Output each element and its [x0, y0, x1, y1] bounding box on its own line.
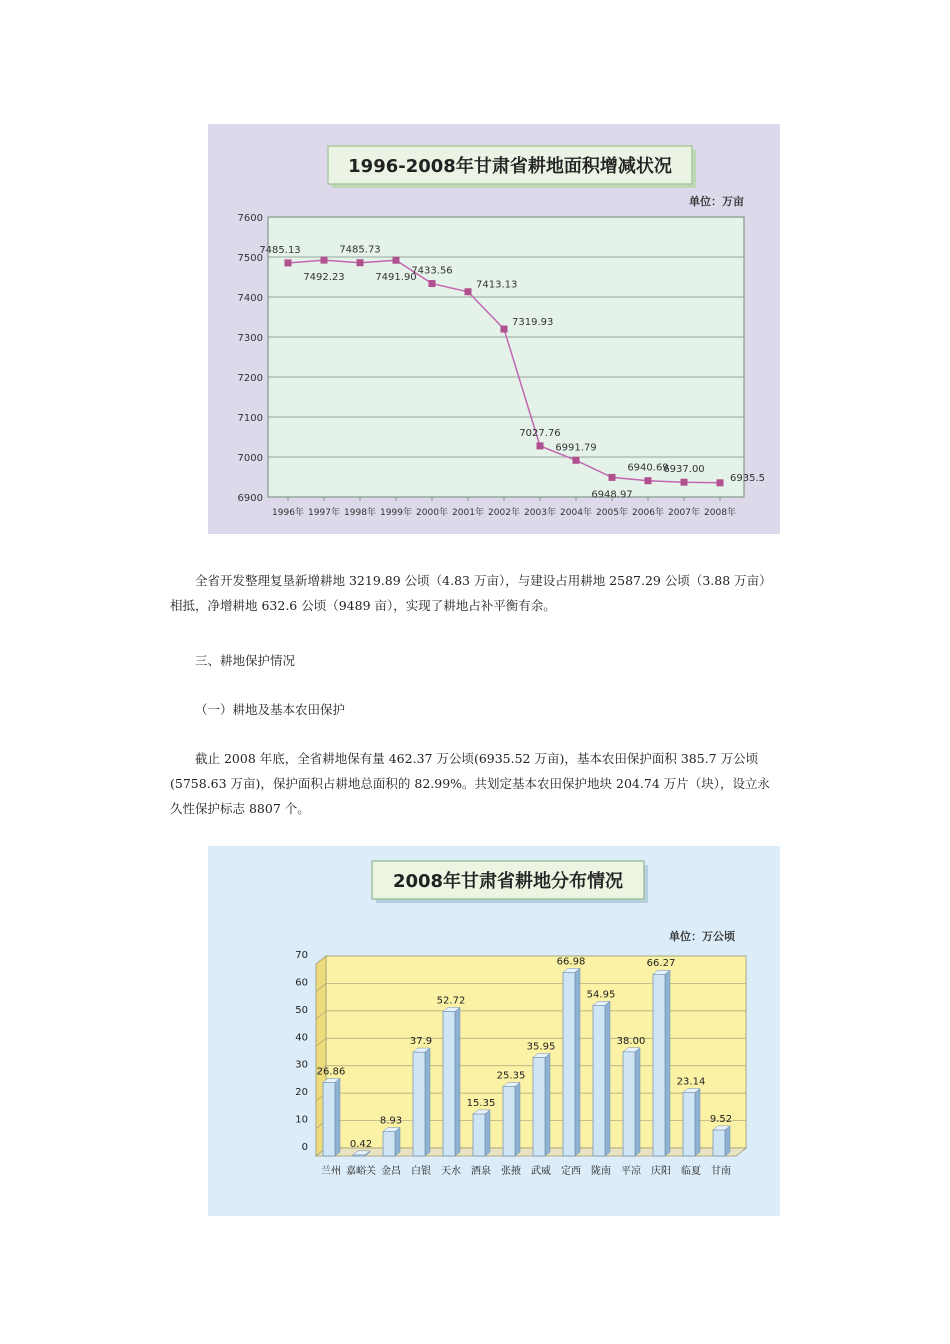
bar-side — [665, 970, 670, 1156]
bar-side — [545, 1053, 550, 1156]
x-tick-label: 1997年 — [308, 508, 340, 518]
y-tick-label: 7100 — [237, 413, 263, 424]
y-tick-label: 60 — [295, 977, 308, 989]
chart-frame-land-distribution — [208, 846, 780, 1216]
x-tick-label: 白银 — [411, 1166, 431, 1177]
x-tick-label: 2000年 — [416, 508, 448, 518]
x-tick-label: 张掖 — [501, 1166, 521, 1177]
data-label: 6940.69 — [627, 462, 669, 474]
bar-side — [455, 1007, 460, 1156]
chart-title: 1996-2008年甘肃省耕地面积增减状况 — [348, 156, 672, 177]
data-point-marker — [717, 479, 724, 486]
x-tick-label: 2005年 — [596, 508, 628, 518]
y-tick-label: 30 — [295, 1059, 308, 1071]
chart-unit-label: 单位：万公顷 — [669, 930, 735, 943]
data-label: 6991.79 — [555, 442, 597, 454]
data-label: 26.86 — [316, 1066, 346, 1078]
y-tick-label: 40 — [295, 1032, 308, 1044]
bar — [713, 1130, 725, 1156]
data-label: 7492.23 — [303, 272, 345, 284]
bar — [443, 1011, 455, 1156]
x-tick-label: 临夏 — [681, 1166, 701, 1177]
x-tick-label: 嘉峪关 — [346, 1166, 376, 1177]
bar-side — [635, 1048, 640, 1156]
y-tick-label: 70 — [295, 950, 308, 961]
data-label: 52.72 — [436, 995, 466, 1007]
data-label: 54.95 — [586, 989, 616, 1001]
chart-title: 2008年甘肃省耕地分布情况 — [392, 871, 624, 892]
data-label: 15.35 — [466, 1097, 496, 1109]
plot-area — [268, 217, 744, 497]
bar — [563, 972, 575, 1156]
data-label: 23.14 — [676, 1076, 706, 1088]
data-label: 0.42 — [349, 1138, 373, 1150]
bar-side — [335, 1078, 340, 1156]
x-tick-label: 2008年 — [704, 508, 736, 518]
data-label: 37.9 — [409, 1036, 433, 1048]
data-label: 7485.73 — [339, 244, 381, 256]
y-tick-label: 20 — [295, 1087, 308, 1099]
x-tick-label: 2007年 — [668, 508, 700, 518]
y-tick-label: 7600 — [237, 213, 263, 224]
data-point-marker — [609, 474, 616, 481]
bar — [653, 974, 665, 1156]
x-tick-label: 1996年 — [272, 508, 304, 518]
bar-side — [725, 1126, 730, 1156]
data-point-marker — [681, 479, 688, 486]
x-tick-label: 金昌 — [381, 1166, 401, 1177]
data-point-marker — [573, 457, 580, 464]
paragraph-farmland-protection-stats: 截止 2008 年底，全省耕地保有量 462.37 万公顷(6935.52 万亩)，基本农田保护面积 385.7 万公顷(5758.63 万亩)，保护面积占耕地总面积的 82.99%。共划定基本农田保护地块 204.74 万片（块），设立永久性保护标志 8807 个。 — [170, 751, 770, 816]
y-tick-label: 0 — [301, 1142, 308, 1153]
y-tick-label: 7500 — [237, 253, 263, 264]
paragraph-land-balance: 全省开发整理复垦新增耕地 3219.89 公顷（4.83 万亩），与建设占用耕地 2587.29 公顷（3.88 万亩）相抵，净增耕地 632.6 公顷（9489 亩），实现了耕地占补平衡有余。 — [170, 573, 772, 613]
data-point-marker — [501, 326, 508, 333]
chart-unit-label: 单位：万亩 — [689, 195, 744, 208]
bar — [623, 1052, 635, 1156]
data-point-marker — [285, 259, 292, 266]
data-label: 7491.90 — [375, 272, 417, 284]
chart-frame-arable-land-trend — [208, 124, 780, 534]
x-tick-label: 陇南 — [591, 1166, 611, 1177]
y-tick-label: 7200 — [237, 373, 263, 384]
x-tick-label: 2003年 — [524, 508, 556, 518]
data-label: 35.95 — [526, 1041, 556, 1053]
data-label: 9.52 — [709, 1113, 733, 1125]
y-tick-label: 7300 — [237, 333, 263, 344]
x-tick-label: 2006年 — [632, 508, 664, 518]
data-label: 7413.13 — [476, 279, 518, 291]
bar-side — [605, 1001, 610, 1156]
bar-chart-land-distribution — [208, 846, 780, 1216]
data-label: 6935.5 — [730, 472, 765, 484]
data-label: 7027.76 — [519, 427, 561, 439]
data-point-marker — [537, 442, 544, 449]
data-point-marker — [645, 477, 652, 484]
data-point-marker — [393, 257, 400, 264]
x-tick-label: 庆阳 — [651, 1166, 671, 1177]
bar-side — [425, 1048, 430, 1156]
bar-side — [575, 968, 580, 1156]
x-tick-label: 平凉 — [621, 1166, 641, 1177]
data-label: 66.27 — [646, 958, 676, 970]
bar — [533, 1057, 545, 1156]
data-label: 38.00 — [616, 1035, 646, 1047]
data-label: 7433.56 — [411, 265, 453, 277]
y-tick-label: 6900 — [237, 493, 263, 504]
bar — [683, 1093, 695, 1156]
data-label: 7319.93 — [512, 317, 554, 329]
data-label: 25.35 — [496, 1070, 526, 1082]
x-tick-label: 天水 — [441, 1166, 461, 1177]
data-label: 8.93 — [379, 1115, 403, 1127]
bar — [473, 1114, 485, 1156]
data-point-marker — [465, 288, 472, 295]
y-tick-label: 10 — [295, 1114, 308, 1126]
data-label: 7485.13 — [259, 244, 301, 256]
x-tick-label: 定西 — [561, 1166, 581, 1177]
data-label: 6948.97 — [591, 489, 633, 501]
data-point-marker — [429, 280, 436, 287]
data-label: 6937.00 — [663, 464, 705, 476]
bar — [323, 1082, 335, 1156]
bar-side — [485, 1110, 490, 1156]
y-tick-label: 7400 — [237, 293, 263, 304]
section-heading-land-protection: 三、耕地保护情况 — [195, 653, 296, 668]
bar-side — [695, 1089, 700, 1156]
x-tick-label: 1998年 — [344, 508, 376, 518]
x-tick-label: 酒泉 — [471, 1166, 491, 1177]
y-tick-label: 50 — [295, 1004, 308, 1016]
x-tick-label: 2004年 — [560, 508, 592, 518]
x-tick-label: 2001年 — [452, 508, 484, 518]
x-tick-label: 2002年 — [488, 508, 520, 518]
line-chart-arable-land-area — [208, 124, 780, 534]
y-tick-label: 7000 — [237, 453, 263, 464]
plot-floor — [316, 1148, 746, 1156]
bar — [413, 1052, 425, 1156]
data-point-marker — [357, 259, 364, 266]
bar — [383, 1132, 395, 1156]
subsection-heading-basic-farmland: （一）耕地及基本农田保护 — [195, 702, 346, 717]
bar-side — [395, 1128, 400, 1156]
x-tick-label: 武威 — [531, 1166, 551, 1177]
bar-side — [515, 1082, 520, 1156]
bar — [503, 1086, 515, 1156]
x-tick-label: 1999年 — [380, 508, 412, 518]
bar — [593, 1005, 605, 1156]
data-label: 66.98 — [556, 956, 586, 968]
x-tick-label: 兰州 — [321, 1166, 341, 1177]
data-point-marker — [321, 257, 328, 264]
x-tick-label: 甘南 — [711, 1166, 731, 1177]
